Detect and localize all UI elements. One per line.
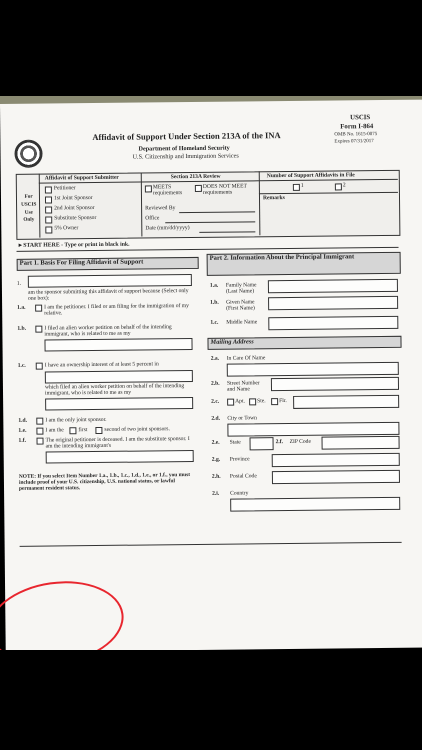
field-2a-label: In Care Of Name <box>226 355 266 362</box>
checkbox-1b-alien-worker[interactable] <box>35 326 42 333</box>
review-column-title: Section 213A Review <box>170 173 221 181</box>
checkbox-1e-second[interactable] <box>95 427 102 434</box>
expiry-date: Expires 07/31/2017 <box>334 139 374 145</box>
postal-code-input[interactable] <box>272 470 400 484</box>
unit-number-input[interactable] <box>293 395 399 409</box>
sponsor-name-input[interactable] <box>28 274 192 288</box>
item-1d-number: 1.d. <box>18 417 28 424</box>
label-ste: Ste. <box>257 398 266 405</box>
checkbox-ste[interactable] <box>249 398 256 405</box>
field-2h-number: 2.h. <box>211 473 221 480</box>
item-1f-number: 1.f. <box>18 437 27 444</box>
item-1c-text: I have an ownership interest of at least 5 percent in <box>44 361 159 369</box>
label-1e-first: first <box>78 427 88 434</box>
item-1-text: am the sponsor submitting this affidavit of support because (Select only one box): <box>27 288 189 303</box>
checkbox-substitute-sponsor[interactable] <box>45 216 52 223</box>
family-name-input[interactable] <box>268 279 398 293</box>
field-2e-label: State <box>229 439 241 446</box>
item-1a-number: 1.a. <box>17 304 26 311</box>
state-select[interactable] <box>250 437 274 450</box>
checkbox-1e-joint-sponsor[interactable] <box>36 428 43 435</box>
item-1-number: 1. <box>16 280 22 287</box>
checkbox-1d-only-joint-sponsor[interactable] <box>36 418 43 425</box>
field-1b-number: 1.b. <box>210 299 219 306</box>
item-1e-number: 1.e. <box>18 427 27 434</box>
dhs-seal-icon <box>14 140 42 168</box>
label-2nd-joint-sponsor: 2nd Joint Sponsor <box>54 205 95 212</box>
checkbox-1st-joint-sponsor[interactable] <box>45 196 52 203</box>
checkbox-count-1[interactable] <box>293 184 300 191</box>
field-1c-label: Middle Name <box>226 319 258 326</box>
item-1f-text: The original petitioner is deceased. I am the substitute sponsor. I am the intending immigrant's <box>45 436 190 450</box>
label-5-percent-owner: 5% Owner <box>54 225 79 232</box>
field-2f-label: ZIP Code <box>289 438 311 445</box>
label-office: Office <box>145 215 160 222</box>
field-1c-number: 1.c. <box>210 319 219 326</box>
field-2d-number: 2.d. <box>211 415 221 422</box>
relationship-1b-input[interactable] <box>44 338 192 352</box>
field-1a-label: Family Name (Last Name) <box>225 282 257 296</box>
item-1b-number: 1.b. <box>17 325 27 332</box>
photo-bottom-shadow <box>0 650 422 750</box>
label-1st-joint-sponsor: 1st Joint Sponsor <box>53 195 93 202</box>
zip-code-input[interactable] <box>322 436 400 450</box>
province-input[interactable] <box>272 453 400 467</box>
field-2i-number: 2.i. <box>212 490 220 497</box>
checkbox-petitioner[interactable] <box>45 186 52 193</box>
item-1e-text: I am the <box>45 427 64 434</box>
care-of-name-input[interactable] <box>227 362 399 377</box>
label-substitute-sponsor: Substitute Sponsor <box>54 214 97 222</box>
label-apt: Apt. <box>235 398 245 405</box>
field-2g-number: 2.g. <box>211 456 221 463</box>
page-bottom-rule <box>20 542 402 547</box>
checkbox-apt[interactable] <box>227 399 234 406</box>
label-1e-second: second of two joint sponsors. <box>104 426 170 433</box>
city-input[interactable] <box>227 422 399 437</box>
affidavits-count-title: Number of Support Affidavits in File <box>266 172 355 180</box>
mailing-address-title: Mailing Address <box>210 338 254 346</box>
field-2c-number: 2.c. <box>211 398 220 405</box>
checkbox-meets[interactable] <box>145 185 152 192</box>
service-name: U.S. Citizenship and Immigration Services <box>132 152 239 161</box>
label-meets: MEETS requirements <box>152 184 183 197</box>
given-name-input[interactable] <box>268 296 398 310</box>
checkbox-1c-ownership[interactable] <box>36 363 43 370</box>
label-date: Date (mm/dd/yyyy) <box>145 225 190 232</box>
checkbox-2nd-joint-sponsor[interactable] <box>45 206 52 213</box>
agency-label: USCIS <box>350 114 371 122</box>
field-2e-number: 2.e. <box>211 439 220 446</box>
start-here-instruction: ►START HERE - Type or print in black ink. <box>17 241 130 249</box>
submitter-column-title: Affidavit of Support Submitter <box>44 174 119 182</box>
item-1a-text: I am the petitioner. I filed or am filing for the immigration of my relative. <box>44 303 189 317</box>
entity-name-input[interactable] <box>45 370 193 384</box>
form-title: Affidavit of Support Under Section 213A of the INA <box>92 130 281 143</box>
field-2i-label: Country <box>230 490 249 497</box>
part2-title: Part 2. Information About the Principal Immigrant <box>209 253 355 262</box>
field-2a-number: 2.a. <box>210 355 220 362</box>
relationship-1c-input[interactable] <box>45 397 193 411</box>
label-flr: Flr. <box>279 398 287 405</box>
part1-note: NOTE: If you select Item Number 1.a., 1.b., 1.c., 1.d., 1.e., or 1.f., you must include proof of your U.S. citizenship, U.S. national status, or lawful permanent resident status. <box>18 472 191 493</box>
form-number: Form I-864 <box>340 123 374 131</box>
form-page <box>0 100 422 652</box>
department-name: Department of Homeland Security <box>138 144 230 153</box>
country-input[interactable] <box>230 497 400 512</box>
label-reviewed-by: Reviewed By <box>145 205 176 212</box>
item-1c-number: 1.c. <box>17 362 26 369</box>
item-1b-text: I filed an alien worker petition on behalf of the intending immigrant, who is related to me as my <box>44 324 172 338</box>
item-1d-text: I am the only joint sponsor. <box>45 416 107 424</box>
checkbox-1f-substitute[interactable] <box>36 438 43 445</box>
label-count-2: 2 <box>342 182 346 189</box>
checkbox-flr[interactable] <box>271 398 278 405</box>
field-2d-label: City or Town <box>227 415 257 422</box>
middle-name-input[interactable] <box>268 316 398 330</box>
label-does-not-meet: DOES NOT MEET requirements <box>202 183 247 197</box>
field-1a-number: 1.a. <box>209 282 219 289</box>
checkbox-count-2[interactable] <box>335 183 342 190</box>
field-2f-number: 2.f. <box>275 439 284 446</box>
part1-title: Part 1. Basis For Filing Affidavit of Support <box>19 258 144 267</box>
field-2h-label: Postal Code <box>229 473 257 480</box>
field-2g-label: Province <box>229 456 250 463</box>
uscis-side-label: For USCIS Use Only <box>21 193 37 224</box>
field-1b-label: Given Name (First Name) <box>226 299 255 313</box>
field-2b-label: Street Number and Name <box>226 380 260 394</box>
street-input[interactable] <box>271 377 399 391</box>
checkbox-does-not-meet[interactable] <box>195 185 202 192</box>
label-count-1: 1 <box>300 182 304 189</box>
field-2b-number: 2.b. <box>210 380 220 387</box>
label-petitioner: Petitioner <box>53 185 76 192</box>
omb-number: OMB No. 1615-0075 <box>334 132 378 138</box>
relationship-1f-input[interactable] <box>46 450 194 464</box>
remarks-label: Remarks <box>262 195 285 202</box>
checkbox-1e-first[interactable] <box>69 427 76 434</box>
item-1c-text-continued: which filed an alien worker petition on behalf of the intending immigrant, who is related to me as my <box>44 383 185 397</box>
checkbox-1a-petitioner[interactable] <box>35 305 42 312</box>
checkbox-5-percent-owner[interactable] <box>45 226 52 233</box>
